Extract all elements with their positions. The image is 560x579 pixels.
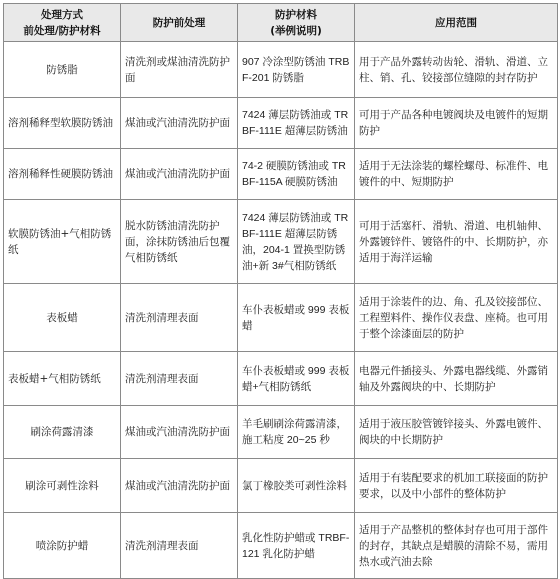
row-application: 可用于产品各种电镀阀块及电镀件的短期防护 — [355, 98, 558, 149]
row-pretreatment: 煤油或汽油清洗防护面 — [121, 459, 238, 513]
row-material: 车仆表板蜡或 999 表板蜡+气相防锈纸 — [238, 352, 355, 406]
row-application: 电器元件插接头、外露电器线缆、外露销轴及外露阀块的中、长期防护 — [355, 352, 558, 406]
row-application: 适用于无法涂装的螺栓螺母、标准件、电镀件的中、短期防护 — [355, 149, 558, 200]
header-material — [238, 4, 355, 42]
row-pretreatment: 清洗剂或煤油清洗防护面 — [121, 42, 238, 98]
header-application: 应用范围 — [355, 4, 558, 42]
row-application: 适用于产品整机的整体封存也可用于部件的封存，其缺点是蜡膜的清除不易，需用热水或汽油去除 — [355, 513, 558, 579]
row-method: 刷涂荷露清漆 — [4, 406, 121, 459]
row-application: 适用于液压胶管镀锌接头、外露电镀件、阀块的中长期防护 — [355, 406, 558, 459]
row-application: 适用于涂装件的边、角、孔及铰接部位、工程塑料件、操作仪表盘、座椅。也可用于整个涂漆面层的防护 — [355, 284, 558, 352]
table-row — [4, 406, 558, 459]
table-row — [4, 459, 558, 513]
header-method-line2: 前处理/防护材料 — [23, 24, 101, 37]
row-method: 溶剂稀释性硬膜防锈油 — [4, 149, 121, 200]
header-material-line1: 防护材料 — [275, 8, 317, 21]
row-method: 软膜防锈油+气相防锈纸 — [4, 200, 121, 284]
header-material-line2: (举例说明) — [270, 24, 322, 37]
row-pretreatment: 煤油或汽油清洗防护面 — [121, 98, 238, 149]
row-application: 可用于活塞杆、滑轨、滑道、电机轴伸、外露镀锌件、镀铬件的中、长期防护，亦适用于海洋运输 — [355, 200, 558, 284]
row-pretreatment: 清洗剂清理表面 — [121, 284, 238, 352]
header-row — [4, 4, 558, 42]
row-method: 表板蜡+气相防锈纸 — [4, 352, 121, 406]
row-method: 喷涂防护蜡 — [4, 513, 121, 579]
header-pretreatment: 防护前处理 — [121, 4, 238, 42]
row-material: 74-2 硬膜防锈油或 TRBF-115A 硬膜防锈油 — [238, 149, 355, 200]
table-row — [4, 149, 558, 200]
row-material: 7424 薄层防锈油或 TRBF-111E 超薄层防锈油 — [238, 98, 355, 149]
table-row — [4, 200, 558, 284]
row-material: 乳化性防护蜡或 TRBF-121 乳化防护蜡 — [238, 513, 355, 579]
row-pretreatment: 清洗剂清理表面 — [121, 513, 238, 579]
row-pretreatment: 煤油或汽油清洗防护面 — [121, 149, 238, 200]
row-method: 溶剂稀释型软膜防锈油 — [4, 98, 121, 149]
row-method: 防锈脂 — [4, 42, 121, 98]
table-row — [4, 42, 558, 98]
table-container — [3, 3, 558, 579]
row-material: 907 冷涂型防锈油 TRBF-201 防锈脂 — [238, 42, 355, 98]
row-application: 用于产品外露转动齿轮、滑轨、滑道、立柱、销、孔、铰接部位缝隙的封存防护 — [355, 42, 558, 98]
row-material: 车仆表板蜡或 999 表板蜡 — [238, 284, 355, 352]
protection-methods-table — [3, 3, 558, 579]
header-method — [4, 4, 121, 42]
table-row — [4, 513, 558, 579]
table-row — [4, 98, 558, 149]
row-pretreatment: 煤油或汽油清洗防护面 — [121, 406, 238, 459]
row-material: 氯丁橡胶类可剥性涂料 — [238, 459, 355, 513]
row-pretreatment: 清洗剂清理表面 — [121, 352, 238, 406]
header-method-line1: 处理方式 — [41, 8, 83, 21]
table-row — [4, 352, 558, 406]
row-method: 表板蜡 — [4, 284, 121, 352]
row-pretreatment: 脱水防锈油清洗防护面，涂抹防锈油后包覆气相防锈纸 — [121, 200, 238, 284]
row-method: 刷涂可剥性涂料 — [4, 459, 121, 513]
row-application: 适用于有装配要求的机加工联接面的防护要求，以及中小部件的整体防护 — [355, 459, 558, 513]
table-row — [4, 284, 558, 352]
row-material: 7424 薄层防锈油或 TRBF-111E 超薄层防锈油，204-1 置换型防锈油+新 3#气相防锈纸 — [238, 200, 355, 284]
row-material: 羊毛刷刷涂荷露清漆，施工粘度 20~25 秒 — [238, 406, 355, 459]
